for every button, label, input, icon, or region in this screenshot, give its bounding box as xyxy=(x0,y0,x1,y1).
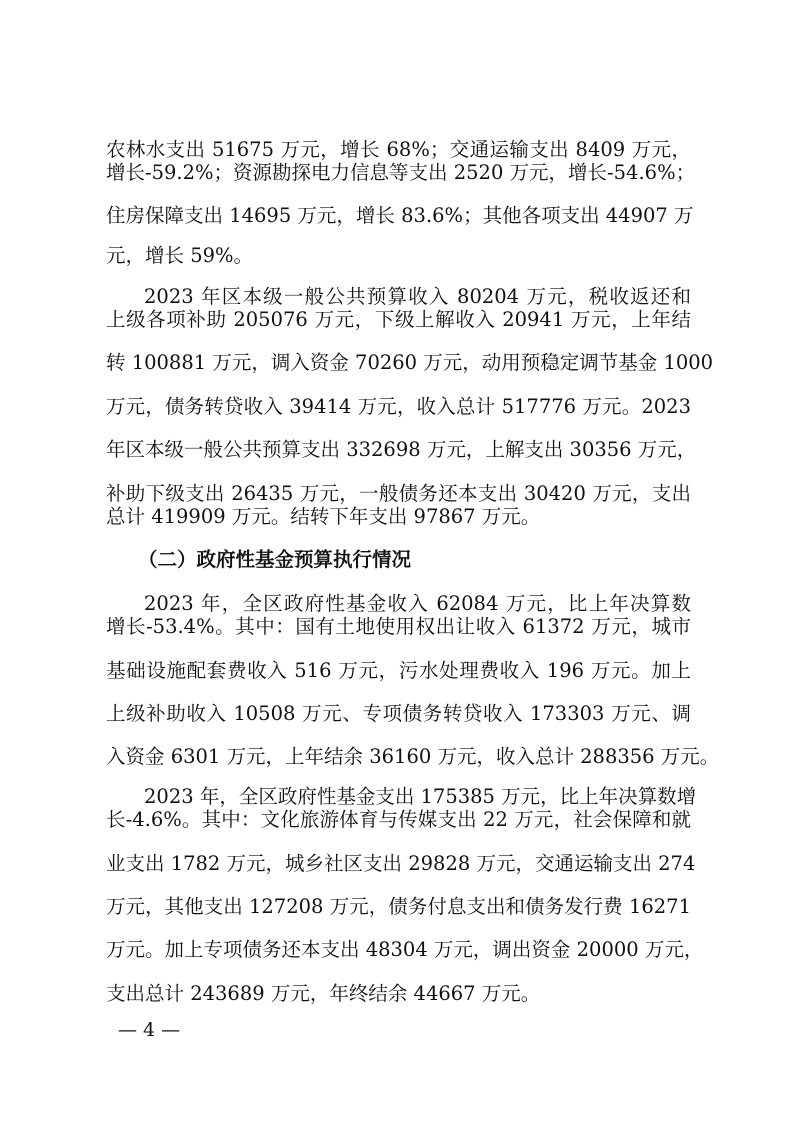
text-line: 2023 年，全区政府性基金收入 62084 万元，比上年决算数 xyxy=(144,592,691,615)
text-line: 2023 年，全区政府性基金支出 175385 万元，比上年决算数增 xyxy=(144,785,697,808)
text-line: 增长-59.2%；资源勘探电力信息等支出 2520 万元，增长-54.6%； xyxy=(106,161,696,184)
text-line: 转 100881 万元，调入资金 70260 万元，动用预稳定调节基金 1000 xyxy=(106,351,714,374)
text-line: 总计 419909 万元。结转下年支出 97867 万元。 xyxy=(106,505,541,528)
text-line: 上级各项补助 205076 万元，下级上解收入 20941 万元，上年结 xyxy=(106,308,691,331)
text-line: 基础设施配套费收入 516 万元，污水处理费收入 196 万元。加上 xyxy=(106,659,691,682)
text-line: 农林水支出 51675 万元，增长 68%；交通运输支出 8409 万元， xyxy=(106,138,691,161)
text-line: 入资金 6301 万元，上年结余 36160 万元，收入总计 288356 万元。 xyxy=(106,745,720,768)
text-line: 万元，其他支出 127208 万元，债务付息支出和债务发行费 16271 xyxy=(106,895,691,918)
text-line: 上级补助收入 10508 万元、专项债务转贷收入 173303 万元、调 xyxy=(106,702,691,725)
text-line: 万元。加上专项债务还本支出 48304 万元，调出资金 20000 万元， xyxy=(106,938,704,961)
section-heading: （二）政府性基金预算执行情况 xyxy=(138,548,412,571)
text-line: 年区本级一般公共预算支出 332698 万元，上解支出 30356 万元， xyxy=(106,438,697,461)
text-line: 住房保障支出 14695 万元，增长 83.6%；其他各项支出 44907 万 xyxy=(106,204,694,227)
text-line: 2023 年区本级一般公共预算收入 80204 万元，税收返还和 xyxy=(144,285,691,308)
page-number: — 4 — xyxy=(118,1019,181,1041)
text-line: 补助下级支出 26435 万元，一般债务还本支出 30420 万元，支出 xyxy=(106,482,691,505)
text-line: 长-4.6%。其中：文化旅游体育与传媒支出 22 万元，社会保障和就 xyxy=(106,808,691,831)
text-line: 业支出 1782 万元，城乡社区支出 29828 万元，交通运输支出 274 xyxy=(106,852,696,875)
text-line: 支出总计 243689 万元，年终结余 44667 万元。 xyxy=(106,982,541,1005)
text-line: 万元，债务转贷收入 39414 万元，收入总计 517776 万元。2023 xyxy=(106,395,691,418)
text-line: 增长-53.4%。其中：国有土地使用权出让收入 61372 万元，城市 xyxy=(106,615,691,638)
text-line: 元，增长 59%。 xyxy=(106,244,254,267)
